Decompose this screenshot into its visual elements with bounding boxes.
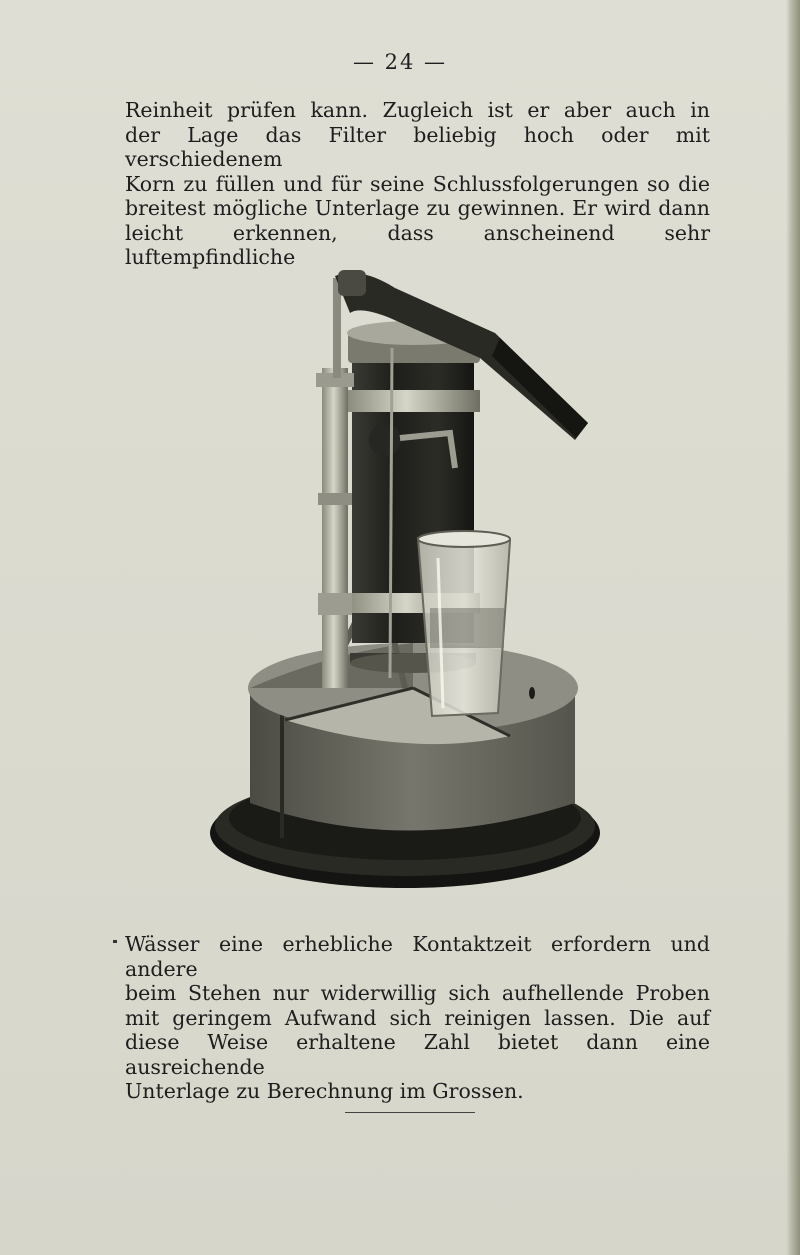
paragraph-top	[125, 98, 710, 270]
filter-apparatus-illustration	[210, 258, 620, 903]
text-line: der Lage das Filter beliebig hoch oder mit verschiedenem	[125, 122, 710, 171]
section-rule	[345, 1112, 475, 1113]
text-line: mit geringem Aufwand sich reinigen lassen. Die auf	[125, 1005, 710, 1030]
text-line: breitest mögliche Unterlage zu gewinnen. Er wird dann	[125, 196, 710, 220]
text-line: Reinheit prüfen kann. Zugleich ist er aber auch in	[125, 98, 710, 122]
text-line: beim Stehen nur widerwillig sich aufhellende Proben	[125, 981, 710, 1005]
text-line: Wässer eine erhebliche Kontaktzeit erfordern und andere	[125, 932, 710, 981]
text-line: leicht erkennen, dass anscheinend sehr luftempfindliche	[125, 220, 710, 269]
text-line: diese Weise erhaltene Zahl bietet dann eine ausreichende	[125, 1030, 710, 1079]
page-edge-shadow	[786, 0, 800, 1255]
page-number: — 24 —	[352, 50, 448, 74]
text-line: Korn zu füllen und für seine Schlussfolgerungen so die	[125, 171, 710, 196]
text-line: Unterlage zu Berechnung im Grossen.	[125, 1079, 524, 1103]
pump-rod	[322, 368, 348, 688]
valve-knob	[369, 424, 401, 456]
paragraph-bottom	[125, 932, 710, 1104]
margin-mark	[113, 940, 117, 943]
